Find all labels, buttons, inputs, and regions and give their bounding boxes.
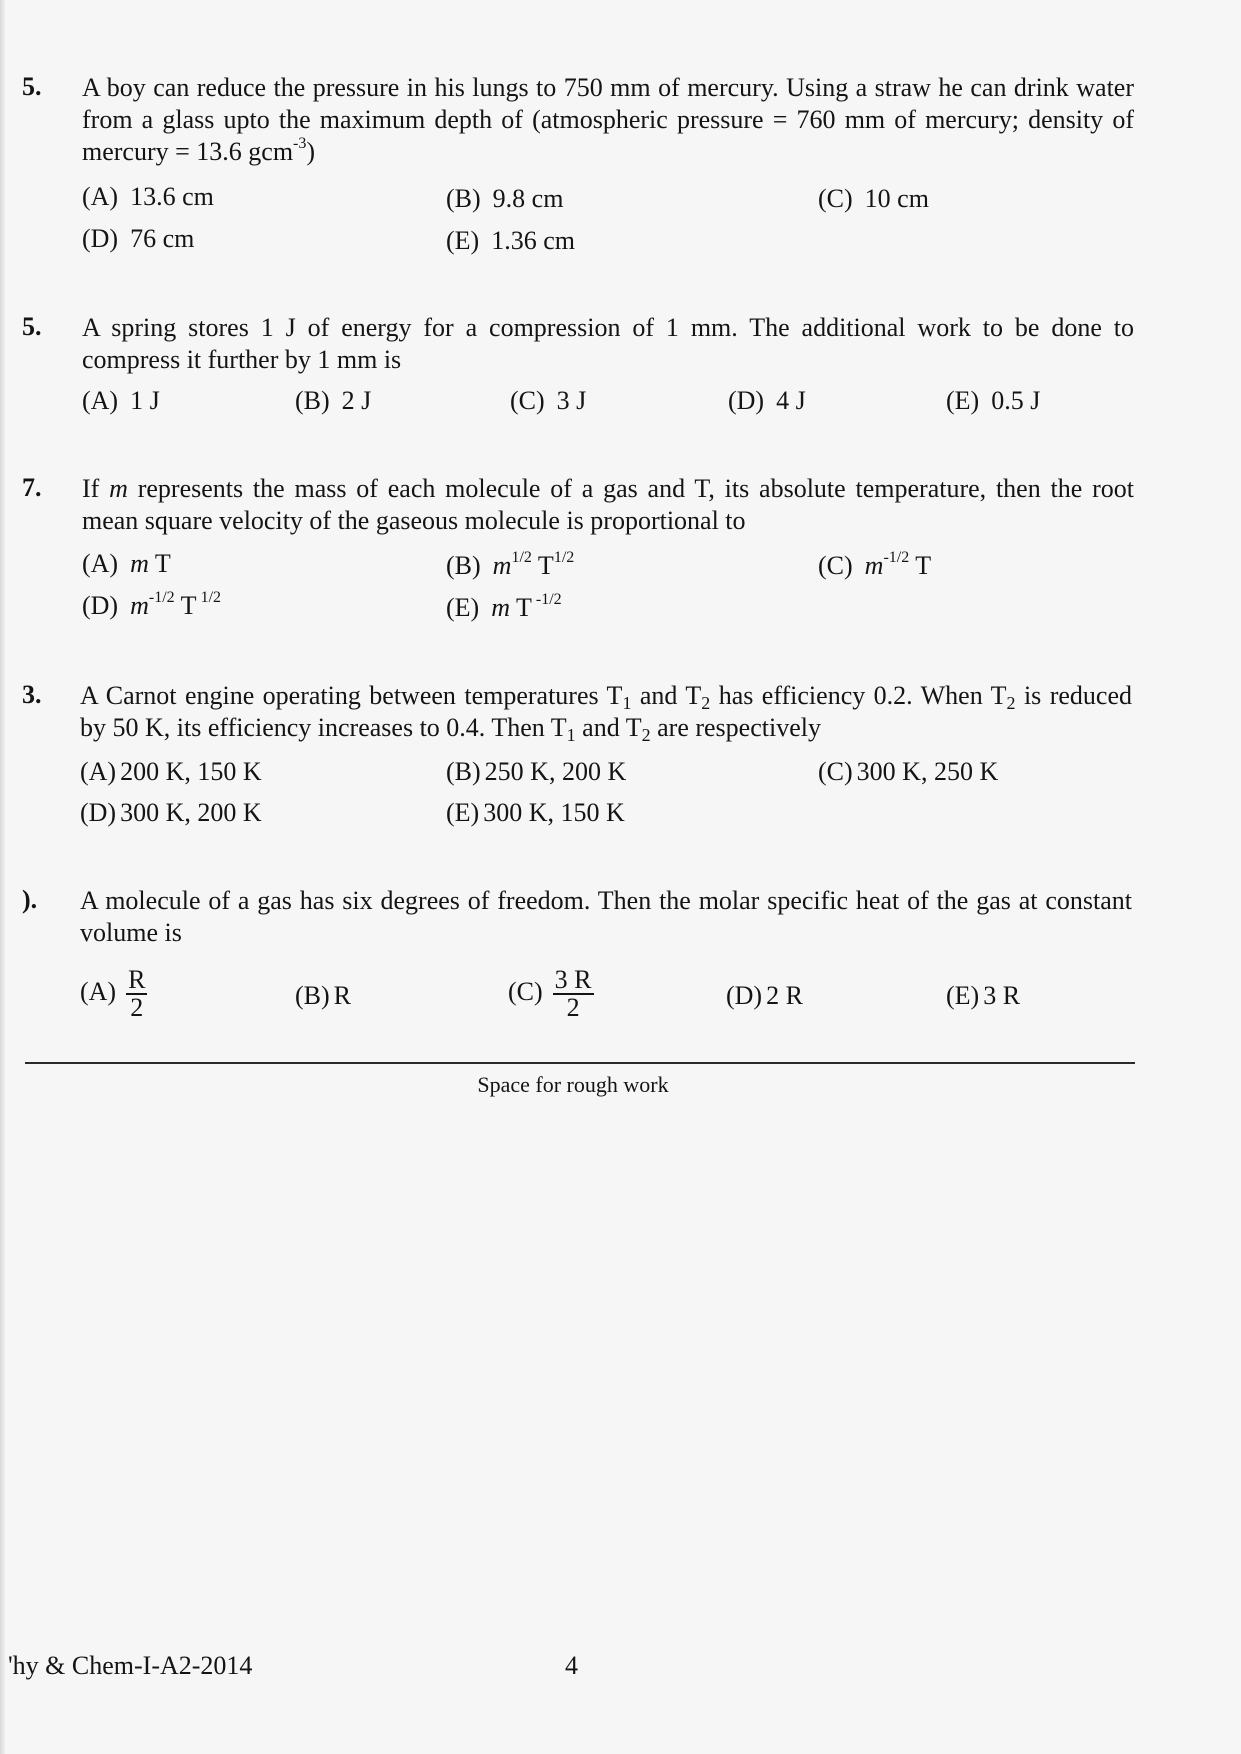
option-c[interactable]: (C) $m^{-1/2}$ T [818, 549, 932, 580]
option-b[interactable]: (B) 2 J [295, 386, 372, 415]
option-c[interactable]: (C) 10 cm [818, 184, 929, 213]
option-e[interactable]: (E) m T $^{-1/2}$ [446, 591, 562, 622]
option-a[interactable]: (A) 1 J [82, 386, 160, 415]
option-d[interactable]: (D) $m^{-1/2}$ T $^{1/2}$ [82, 589, 222, 620]
question-text: A boy can reduce the pressure in his lungs to 750 mm of mercury. Using a straw he can drink water from a glass upto the maximum depth of (atmospheric pressure = 760 mm of mercury; density of mercury = 13.6 gcm$^{-3}$) [82, 73, 1134, 166]
option-e[interactable]: (E) 0.5 J [946, 386, 1041, 415]
question-number: 7. [22, 473, 42, 502]
option-d[interactable]: (D) 2 R [726, 981, 803, 1010]
fraction: $\frac{3 R}{2}$ [554, 965, 592, 1022]
option-e[interactable]: (E) 3 R [946, 981, 1021, 1010]
option-b[interactable]: (B) $m^{1/2}$ $T^{1/2}$ [446, 549, 575, 580]
option-b[interactable]: (B) 250 K, 200 K [446, 757, 627, 786]
question-number: 5. [22, 72, 42, 101]
question-number: 3. [22, 680, 42, 709]
option-d[interactable]: (D) 76 cm [82, 224, 195, 253]
option-a[interactable]: (A) m T [82, 549, 171, 578]
question-number: 5. [22, 312, 42, 341]
footer-page-number: 4 [565, 1651, 578, 1680]
question-text: A Carnot engine operating between temperatures $T_1$ and $T_2$ has efficiency 0.2. When $T_2$ is reduced by 50 K, its efficiency increases to 0.4. Then $T_1$ and $T_2$ are respectively [80, 681, 1133, 745]
footer-paper-code: 'hy & Chem-I-A2-2014 [8, 1651, 253, 1680]
option-a[interactable]: (A) 13.6 cm [82, 182, 214, 211]
option-c[interactable]: (C) $\frac{3 R}{2}$ [508, 965, 592, 1022]
option-a[interactable]: (A) 200 K, 150 K [80, 757, 262, 786]
option-b[interactable]: (B) R [295, 981, 352, 1010]
option-c[interactable]: (C) 3 J [510, 386, 587, 415]
option-d[interactable]: (D) 300 K, 200 K [80, 798, 262, 827]
option-e[interactable]: (E) 300 K, 150 K [446, 798, 625, 827]
divider-line [25, 1062, 1135, 1064]
question-number: ). [22, 885, 38, 914]
question-text: If m represents the mass of each molecule of a gas and T, its absolute temperature, then the root mean square velocity of the gaseous molecule is proportional to [82, 474, 1134, 535]
option-e[interactable]: (E) 1.36 cm [446, 226, 575, 255]
page-edge [0, 0, 6, 1754]
rough-work-label: Space for rough work [477, 1072, 669, 1097]
fraction: $\frac{R}{2}$ [128, 965, 146, 1022]
question-text: A molecule of a gas has six degrees of freedom. Then the molar specific heat of the gas at constant volume is [80, 886, 1132, 947]
option-b[interactable]: (B) 9.8 cm [446, 184, 564, 213]
question-text: A spring stores 1 J of energy for a compression of 1 mm. The additional work to be done to compress it further by 1 mm is [82, 313, 1134, 374]
option-c[interactable]: (C) 300 K, 250 K [818, 757, 999, 786]
option-d[interactable]: (D) 4 J [728, 386, 806, 415]
option-a[interactable]: (A) $\frac{R}{2}$ [80, 965, 146, 1022]
